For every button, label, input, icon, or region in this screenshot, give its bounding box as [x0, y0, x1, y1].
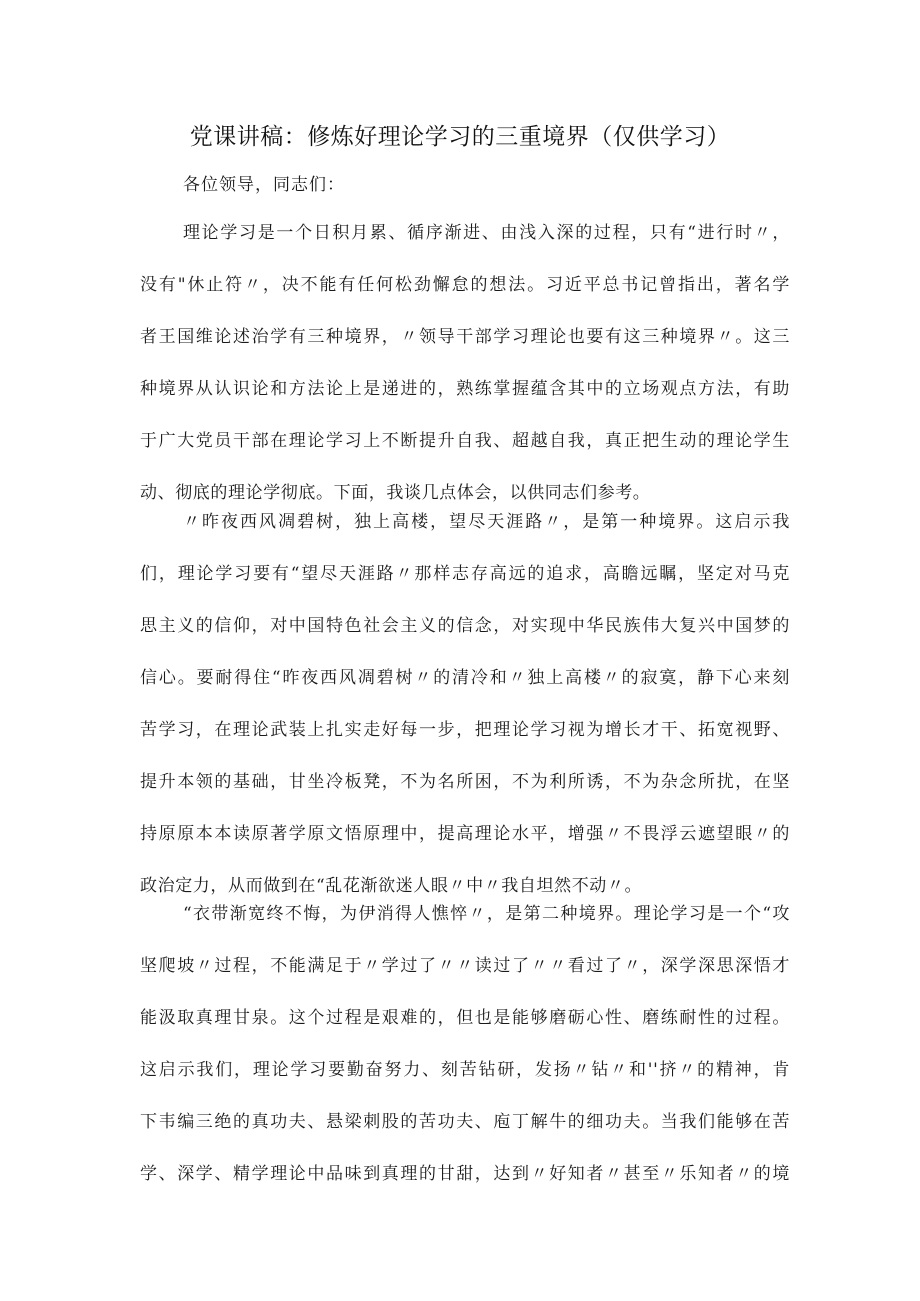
paragraph-line: 学、深学、精学理论中品味到真理的甘甜，达到〃好知者〃甚至〃乐知者〃的境 [140, 1164, 790, 1184]
paragraph-line: 能汲取真理甘泉。这个过程是艰难的，但也是能够磨砺心性、磨练耐性的过程。 [140, 1008, 790, 1028]
paragraph-line: 没有"休止符〃，决不能有任何松劲懈怠的想法。习近平总书记曾指出，著名学 [140, 275, 790, 295]
paragraph-line: 下韦编三绝的真功夫、悬梁刺股的苦功夫、庖丁解牛的细功夫。当我们能够在苦 [140, 1112, 790, 1132]
paragraph-line: 〃昨夜西风凋碧树，独上高楼，望尽天涯路〃，是第一种境界。这启示我 [183, 512, 790, 532]
paragraph-line: 者王国维论述治学有三种境界，〃领导干部学习理论也要有这三种境界〃。这三 [140, 327, 790, 347]
paragraph-line: 这启示我们，理论学习要勤奋努力、刻苦钻研，发扬〃钻〃和''挤〃的精神，肯 [140, 1060, 790, 1080]
paragraph-line: 种境界从认识论和方法论上是递进的，熟练掌握蕴含其中的立场观点方法，有助 [140, 379, 790, 399]
paragraph-line: 于广大党员干部在理论学习上不断提升自我、超越自我，真正把生动的理论学生 [140, 431, 790, 451]
document-title: 党课讲稿：修炼好理论学习的三重境界（仅供学习） [189, 124, 731, 150]
paragraph-line: 们，理论学习要有“望尽天涯路〃那样志存高远的追求，高瞻远瞩，坚定对马克 [140, 564, 790, 584]
paragraph-line: 理论学习是一个日积月累、循序渐进、由浅入深的过程，只有“进行时〃， [183, 223, 790, 243]
paragraph-line: 政治定力，从而做到在“乱花渐欲迷人眼〃中〃我自坦然不动〃。 [140, 876, 643, 896]
paragraph-line: 思主义的信仰，对中国特色社会主义的信念，对实现中华民族伟大复兴中国梦的 [140, 616, 790, 636]
paragraph-line: 持原原本本读原著学原文悟原理中，提高理论水平，增强〃不畏浮云遮望眼〃的 [140, 824, 790, 844]
greeting: 各位领导，同志们： [183, 175, 345, 195]
paragraph-line: “衣带渐宽终不悔，为伊消得人憔悴〃，是第二种境界。理论学习是一个“攻 [183, 904, 790, 924]
paragraph-line: 提升本领的基础，甘坐冷板凳，不为名所困，不为利所诱，不为杂念所扰，在坚 [140, 772, 790, 792]
paragraph-line: 苦学习，在理论武装上扎实走好每一步，把理论学习视为增长才干、拓宽视野、 [140, 720, 790, 740]
paragraph-line: 坚爬坡〃过程，不能满足于〃学过了〃〃读过了〃〃看过了〃，深学深思深悟才 [140, 956, 790, 976]
paragraph-line: 动、彻底的理论学彻底。下面，我谈几点体会，以供同志们参考。 [140, 483, 651, 503]
paragraph-line: 信心。要耐得住“昨夜西风凋碧树〃的清冷和〃独上高楼〃的寂寞，静下心来刻 [140, 668, 790, 688]
